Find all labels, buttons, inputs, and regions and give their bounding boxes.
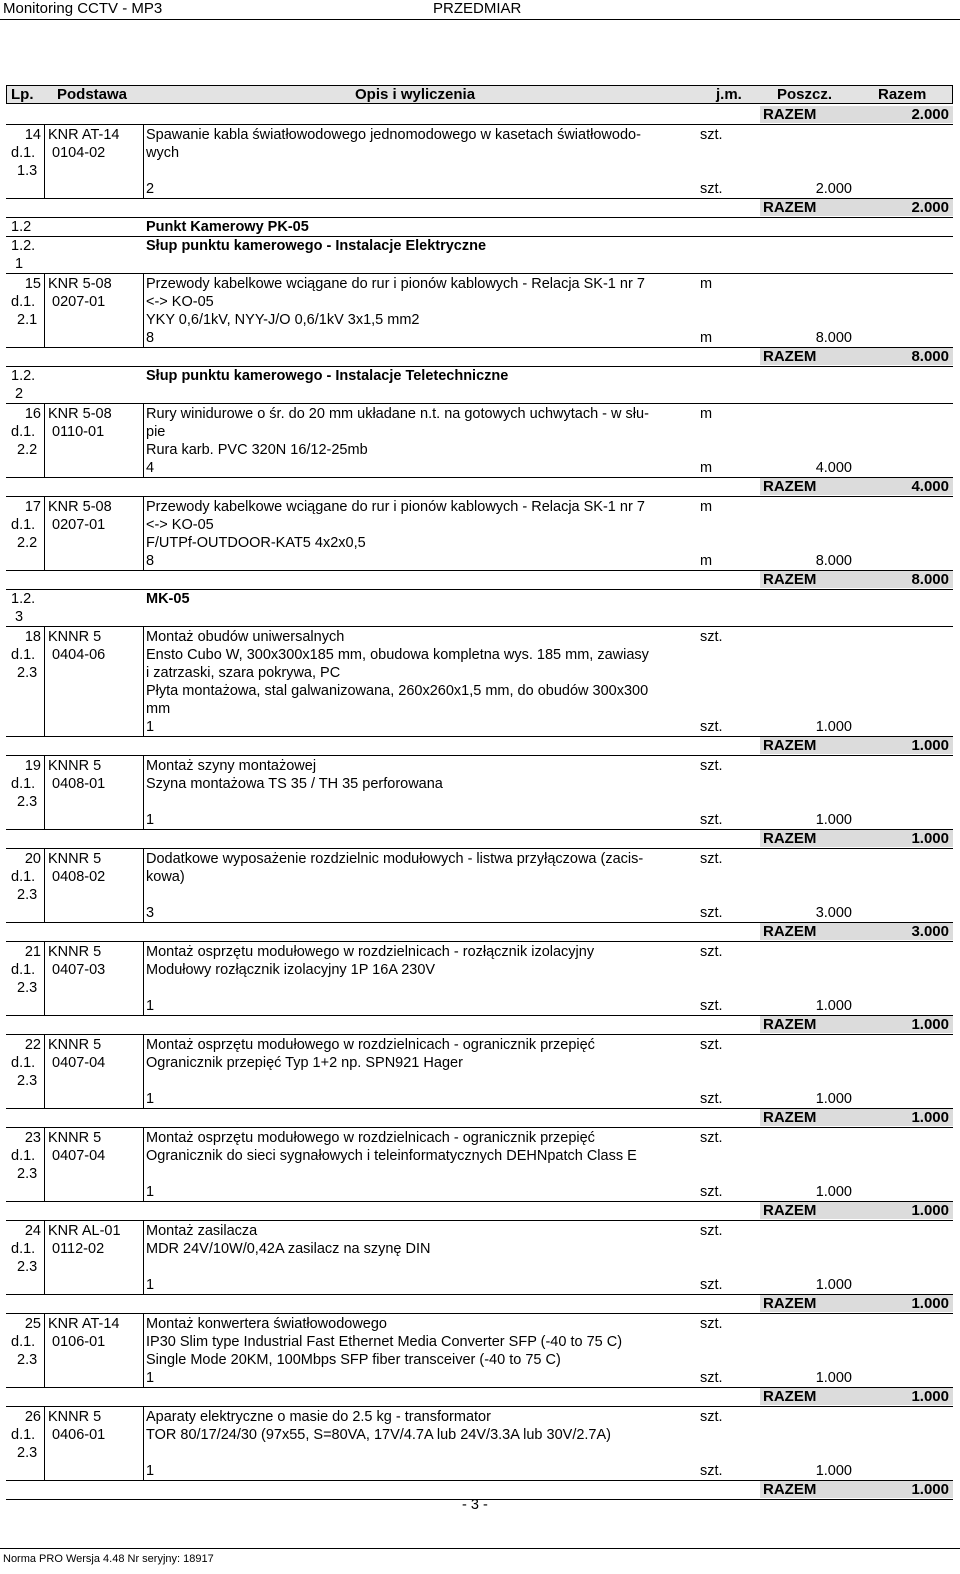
item-basis-code: 0106-01 <box>52 1334 106 1350</box>
item-number-cont: d.1. <box>11 962 36 978</box>
item-number-cont: d.1. <box>11 1427 36 1443</box>
document-title: Monitoring CCTV - MP3 <box>3 0 163 17</box>
item-quantity: 1 <box>146 1277 155 1293</box>
item-number-cont: 2.3 <box>17 1073 38 1089</box>
item-number-cont: 2.3 <box>17 1166 38 1182</box>
item-basis-code: 0404-06 <box>52 647 106 663</box>
item-unit: m <box>700 406 713 422</box>
item-quantity-unit: szt. <box>700 1184 723 1200</box>
item-number: 18 <box>24 629 41 645</box>
item-quantity: 1 <box>146 1463 155 1479</box>
item-unit: szt. <box>700 1130 723 1146</box>
row-divider <box>6 1034 953 1035</box>
item-unit: szt. <box>700 1223 723 1239</box>
item-basis-code: 0407-04 <box>52 1055 106 1071</box>
item-number: 17 <box>24 499 41 515</box>
item-number-cont: d.1. <box>11 145 36 161</box>
item-subtotal: 8.000 <box>815 330 852 346</box>
item-unit: szt. <box>700 1316 723 1332</box>
column-divider <box>44 496 45 570</box>
column-divider <box>143 273 144 347</box>
item-quantity-unit: szt. <box>700 905 723 921</box>
item-number-cont: d.1. <box>11 776 36 792</box>
item-number-cont: d.1. <box>11 869 36 885</box>
header-divider <box>0 19 960 20</box>
razem-value: 1.000 <box>911 1202 949 1219</box>
item-basis: KNR 5-08 <box>48 276 112 292</box>
item-quantity: 1 <box>146 998 155 1014</box>
item-number: 15 <box>24 276 41 292</box>
item-basis: KNNR 5 <box>48 1409 102 1425</box>
row-divider <box>6 848 953 849</box>
razem-value: 1.000 <box>911 1295 949 1312</box>
item-description: Montaż osprzętu modułowego w rozdzielnicach - ogranicznik przepięć <box>146 1037 595 1053</box>
item-quantity-unit: m <box>700 330 713 346</box>
item-number-cont: d.1. <box>11 1334 36 1350</box>
item-description: Przewody kabelkowe wciągane do rur i pionów kablowych - Relacja SK-1 nr 7 <box>146 276 645 292</box>
item-description: MDR 24V/10W/0,42A zasilacz na szynę DIN <box>146 1241 431 1257</box>
column-divider <box>143 755 144 829</box>
column-divider <box>44 403 45 477</box>
item-description: Montaż szyny montażowej <box>146 758 317 774</box>
razem-value: 4.000 <box>911 478 949 495</box>
row-divider <box>6 755 953 756</box>
item-basis: KNR AT-14 <box>48 127 120 143</box>
item-number-cont: 2.3 <box>17 1259 38 1275</box>
item-number-cont: d.1. <box>11 424 36 440</box>
row-divider <box>6 403 953 404</box>
item-basis: KNNR 5 <box>48 851 102 867</box>
col-jm: j.m. <box>716 86 742 103</box>
row-divider <box>6 1313 953 1314</box>
row-divider <box>6 124 953 125</box>
row-divider <box>6 626 953 627</box>
razem-value: 1.000 <box>911 1481 949 1498</box>
column-divider <box>44 941 45 1015</box>
razem-value: 1.000 <box>911 1109 949 1126</box>
item-description: Modułowy rozłącznik izolacyjny 1P 16A 230V <box>146 962 436 978</box>
item-description: i zatrzaski, szara pokrywa, PC <box>146 665 341 681</box>
item-description: Ogranicznik do sieci sygnałowych i teleinformatycznych DEHNpatch Class E <box>146 1148 637 1164</box>
razem-label: RAZEM <box>763 106 817 123</box>
item-quantity-unit: szt. <box>700 1463 723 1479</box>
item-unit: szt. <box>700 758 723 774</box>
column-divider <box>143 403 144 477</box>
item-subtotal: 1.000 <box>815 1184 852 1200</box>
item-description: Spawanie kabla światłowodowego jednomodowego w kasetach światłowodo- <box>146 127 641 143</box>
item-basis-code: 0104-02 <box>52 145 106 161</box>
item-quantity-unit: szt. <box>700 1370 723 1386</box>
item-number-cont: 2.3 <box>17 887 38 903</box>
razem-value: 1.000 <box>911 830 949 847</box>
razem-value: 2.000 <box>911 199 949 216</box>
item-basis: KNNR 5 <box>48 1037 102 1053</box>
razem-label: RAZEM <box>763 571 817 588</box>
item-basis-code: 0408-01 <box>52 776 106 792</box>
item-basis-code: 0112-02 <box>52 1241 105 1257</box>
item-number-cont: 2.3 <box>17 1445 38 1461</box>
column-divider <box>143 124 144 198</box>
column-divider <box>143 1313 144 1387</box>
item-basis: KNR AL-01 <box>48 1223 121 1239</box>
razem-label: RAZEM <box>763 478 817 495</box>
section-number-cont: 1 <box>15 256 24 272</box>
item-subtotal: 1.000 <box>815 812 852 828</box>
item-basis: KNR AT-14 <box>48 1316 120 1332</box>
row-divider <box>6 1220 953 1221</box>
item-basis: KNNR 5 <box>48 758 102 774</box>
row-divider <box>6 1406 953 1407</box>
section-number: 1.2. <box>11 238 36 254</box>
razem-label: RAZEM <box>763 1388 817 1405</box>
column-divider <box>143 848 144 922</box>
item-unit: m <box>700 276 713 292</box>
item-unit: szt. <box>700 944 723 960</box>
item-quantity: 1 <box>146 1184 155 1200</box>
item-number: 14 <box>24 127 41 143</box>
item-description: Montaż obudów uniwersalnych <box>146 629 345 645</box>
item-description: Dodatkowe wyposażenie rozdzielnic modułowych - listwa przyłączowa (zacis- <box>146 851 644 867</box>
razem-label: RAZEM <box>763 1109 817 1126</box>
item-quantity: 1 <box>146 812 155 828</box>
item-description: mm <box>146 701 171 717</box>
razem-label: RAZEM <box>763 1295 817 1312</box>
item-subtotal: 1.000 <box>815 1463 852 1479</box>
item-basis-code: 0406-01 <box>52 1427 106 1443</box>
column-divider <box>44 1406 45 1480</box>
item-number-cont: 2.3 <box>17 980 38 996</box>
item-unit: m <box>700 499 713 515</box>
razem-value: 1.000 <box>911 737 949 754</box>
item-unit: szt. <box>700 851 723 867</box>
footer-note: Norma PRO Wersja 4.48 Nr seryjny: 18917 <box>3 1553 214 1565</box>
item-number: 26 <box>24 1409 41 1425</box>
section-number: 1.2 <box>11 219 32 235</box>
item-description: Przewody kabelkowe wciągane do rur i pionów kablowych - Relacja SK-1 nr 7 <box>146 499 645 515</box>
item-number-cont: d.1. <box>11 647 36 663</box>
item-quantity: 8 <box>146 330 155 346</box>
column-divider <box>143 1127 144 1201</box>
item-description: Płyta montażowa, stal galwanizowana, 260x260x1,5 mm, do obudów 300x300 <box>146 683 649 699</box>
item-quantity: 1 <box>146 1370 155 1386</box>
item-number-cont: d.1. <box>11 1055 36 1071</box>
item-quantity-unit: szt. <box>700 998 723 1014</box>
column-divider <box>143 1220 144 1294</box>
item-description: TOR 80/17/24/30 (97x55, S=80VA, 17V/4.7A lub 24V/3.3A lub 30V/2.7A) <box>146 1427 611 1443</box>
item-quantity: 1 <box>146 719 155 735</box>
razem-label: RAZEM <box>763 830 817 847</box>
item-description: <-> KO-05 <box>146 294 214 310</box>
razem-value: 8.000 <box>911 571 949 588</box>
section-title: MK-05 <box>146 591 190 607</box>
section-title: Słup punktu kamerowego - Instalacje Elektryczne <box>146 238 487 254</box>
item-number-cont: 2.3 <box>17 1352 38 1368</box>
item-quantity-unit: szt. <box>700 181 723 197</box>
item-subtotal: 2.000 <box>815 181 852 197</box>
column-divider <box>143 626 144 736</box>
column-divider <box>143 1034 144 1108</box>
item-description: wych <box>146 145 180 161</box>
razem-label: RAZEM <box>763 348 817 365</box>
item-description: pie <box>146 424 166 440</box>
item-quantity-unit: szt. <box>700 1277 723 1293</box>
item-basis-code: 0110-01 <box>52 424 105 440</box>
item-description: F/UTPf-OUTDOOR-KAT5 4x2x0,5 <box>146 535 366 551</box>
item-quantity: 2 <box>146 181 155 197</box>
col-poszcz: Poszcz. <box>777 86 833 103</box>
item-unit: szt. <box>700 1037 723 1053</box>
row-divider <box>6 1127 953 1128</box>
item-unit: szt. <box>700 1409 723 1425</box>
item-description: kowa) <box>146 869 185 885</box>
item-description: Montaż zasilacza <box>146 1223 258 1239</box>
item-subtotal: 1.000 <box>815 1091 852 1107</box>
item-description: Single Mode 20KM, 100Mbps SFP fiber transceiver (-40 to 75 C) <box>146 1352 561 1368</box>
row-divider <box>6 273 953 274</box>
item-number: 19 <box>24 758 41 774</box>
item-subtotal: 1.000 <box>815 1370 852 1386</box>
item-number: 24 <box>24 1223 41 1239</box>
section-title: Słup punktu kamerowego - Instalacje Teletechniczne <box>146 368 509 384</box>
item-number: 25 <box>24 1316 41 1332</box>
item-basis: KNR 5-08 <box>48 406 112 422</box>
item-quantity-unit: szt. <box>700 719 723 735</box>
item-quantity: 8 <box>146 553 155 569</box>
column-divider <box>44 124 45 198</box>
item-number-cont: d.1. <box>11 1148 36 1164</box>
razem-label: RAZEM <box>763 923 817 940</box>
document-type: PRZEDMIAR <box>433 0 522 17</box>
column-divider <box>44 1127 45 1201</box>
col-lp: Lp. <box>11 86 34 103</box>
item-description: Montaż osprzętu modułowego w rozdzielnicach - ogranicznik przepięć <box>146 1130 595 1146</box>
col-opis: Opis i wyliczenia <box>355 86 476 103</box>
item-number: 21 <box>24 944 41 960</box>
item-number-cont: d.1. <box>11 1241 36 1257</box>
footer-divider <box>0 1548 960 1549</box>
item-subtotal: 1.000 <box>815 719 852 735</box>
item-description: IP30 Slim type Industrial Fast Ethernet Media Converter SFP (-40 to 75 C) <box>146 1334 623 1350</box>
item-description: <-> KO-05 <box>146 517 214 533</box>
item-description: Montaż konwertera światłowodowego <box>146 1316 387 1332</box>
item-basis-code: 0408-02 <box>52 869 106 885</box>
column-divider <box>143 496 144 570</box>
item-quantity-unit: m <box>700 460 713 476</box>
item-quantity-unit: szt. <box>700 812 723 828</box>
razem-label: RAZEM <box>763 737 817 754</box>
item-number-cont: 2.2 <box>17 442 38 458</box>
column-divider <box>44 1313 45 1387</box>
column-divider <box>143 1406 144 1480</box>
row-divider <box>6 496 953 497</box>
item-unit: szt. <box>700 127 723 143</box>
razem-value: 1.000 <box>911 1388 949 1405</box>
item-basis-code: 0207-01 <box>52 294 106 310</box>
item-description: Ensto Cubo W, 300x300x185 mm, obudowa kompletna wys. 185 mm, zawiasy <box>146 647 649 663</box>
item-subtotal: 1.000 <box>815 998 852 1014</box>
page-number: - 3 - <box>462 1497 488 1513</box>
item-number: 16 <box>24 406 41 422</box>
section-number-cont: 2 <box>15 386 24 402</box>
column-divider <box>44 1034 45 1108</box>
item-number-cont: d.1. <box>11 294 36 310</box>
item-basis: KNNR 5 <box>48 1130 102 1146</box>
item-quantity: 3 <box>146 905 155 921</box>
section-number: 1.2. <box>11 368 36 384</box>
item-basis: KNNR 5 <box>48 944 102 960</box>
item-subtotal: 8.000 <box>815 553 852 569</box>
item-description: Ogranicznik przepięć Typ 1+2 np. SPN921 Hager <box>146 1055 463 1071</box>
item-basis-code: 0407-04 <box>52 1148 106 1164</box>
razem-value: 8.000 <box>911 348 949 365</box>
razem-label: RAZEM <box>763 1016 817 1033</box>
item-description: YKY 0,6/1kV, NYY-J/O 0,6/1kV 3x1,5 mm2 <box>146 312 420 328</box>
column-divider <box>44 848 45 922</box>
item-basis: KNNR 5 <box>48 629 102 645</box>
item-description: Rura karb. PVC 320N 16/12-25mb <box>146 442 368 458</box>
item-quantity-unit: m <box>700 553 713 569</box>
item-number-cont: 1.3 <box>17 163 38 179</box>
row-divider <box>6 941 953 942</box>
item-description: Aparaty elektryczne o masie do 2.5 kg - transformator <box>146 1409 491 1425</box>
item-number: 23 <box>24 1130 41 1146</box>
razem-value: 2.000 <box>911 106 949 123</box>
column-divider <box>44 755 45 829</box>
section-number: 1.2. <box>11 591 36 607</box>
item-subtotal: 1.000 <box>815 1277 852 1293</box>
item-subtotal: 3.000 <box>815 905 852 921</box>
item-basis-code: 0207-01 <box>52 517 106 533</box>
razem-value: 1.000 <box>911 1016 949 1033</box>
razem-label: RAZEM <box>763 1202 817 1219</box>
razem-value: 3.000 <box>911 923 949 940</box>
column-divider <box>44 626 45 736</box>
item-number-cont: d.1. <box>11 517 36 533</box>
item-quantity: 4 <box>146 460 155 476</box>
col-podstawa: Podstawa <box>57 86 128 103</box>
section-number-cont: 3 <box>15 609 24 625</box>
item-number-cont: 2.3 <box>17 665 38 681</box>
section-title: Punkt Kamerowy PK-05 <box>146 219 309 235</box>
item-number-cont: 2.1 <box>17 312 38 328</box>
item-description: Szyna montażowa TS 35 / TH 35 perforowana <box>146 776 443 792</box>
column-divider <box>44 273 45 347</box>
column-divider <box>143 941 144 1015</box>
item-number: 20 <box>24 851 41 867</box>
item-unit: szt. <box>700 629 723 645</box>
item-description: Montaż osprzętu modułowego w rozdzielnicach - rozłącznik izolacyjny <box>146 944 595 960</box>
item-quantity-unit: szt. <box>700 1091 723 1107</box>
item-number: 22 <box>24 1037 41 1053</box>
item-description: Rury winidurowe o śr. do 20 mm układane n.t. na gotowych uchwytach - w słu- <box>146 406 649 422</box>
item-number-cont: 2.3 <box>17 794 38 810</box>
razem-label: RAZEM <box>763 199 817 216</box>
item-basis: KNR 5-08 <box>48 499 112 515</box>
razem-label: RAZEM <box>763 1481 817 1498</box>
item-subtotal: 4.000 <box>815 460 852 476</box>
column-divider <box>44 1220 45 1294</box>
col-razem: Razem <box>878 86 927 103</box>
item-basis-code: 0407-03 <box>52 962 106 978</box>
item-quantity: 1 <box>146 1091 155 1107</box>
item-number-cont: 2.2 <box>17 535 38 551</box>
